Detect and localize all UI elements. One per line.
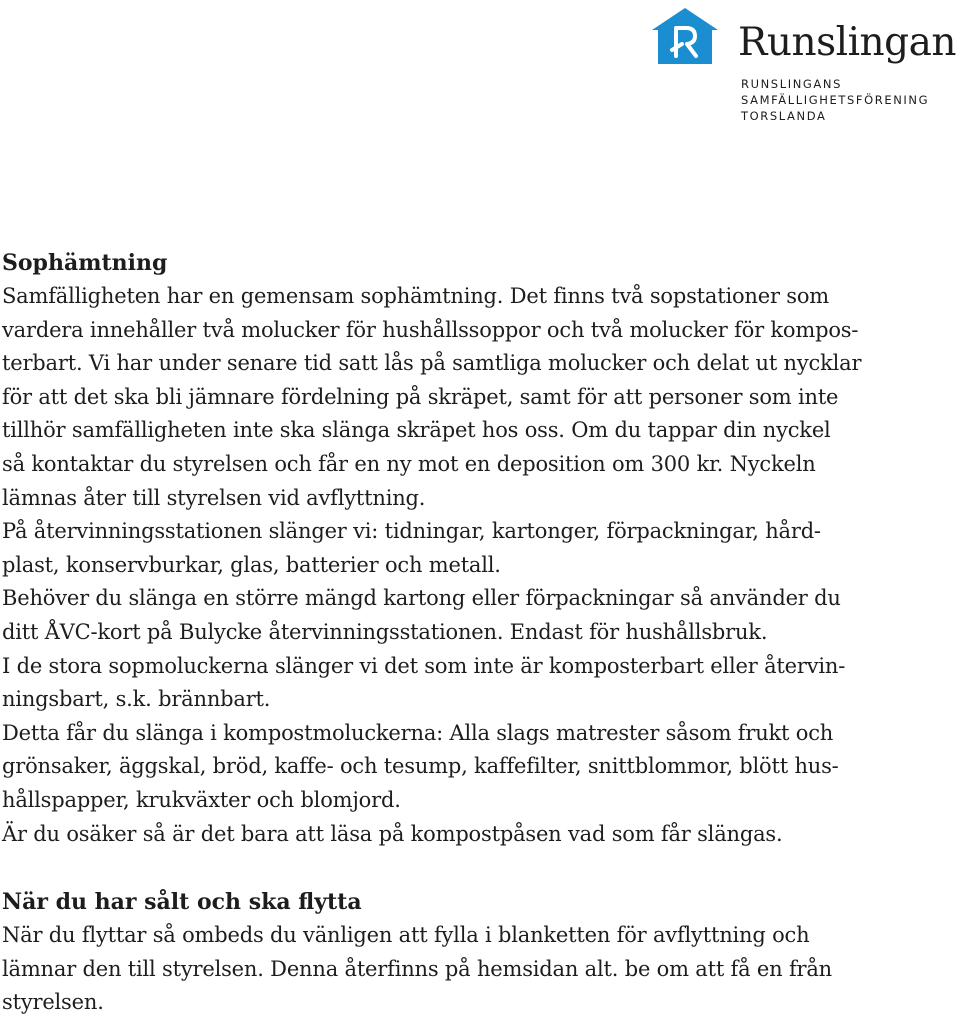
text-line: plast, konservburkar, glas, batterier och metall. <box>2 552 501 577</box>
text-line: tillhör samfälligheten inte ska slänga skräpet hos oss. Om du tappar din nyckel <box>2 418 831 443</box>
text-line: ningsbart, s.k. brännbart. <box>2 687 271 712</box>
logo-subtitle <box>741 76 929 124</box>
logo-name: Runslingan <box>738 20 957 65</box>
text-line: På återvinningsstationen slänger vi: tidningar, kartonger, förpackningar, hård- <box>2 519 821 544</box>
section-text-sophamtning <box>2 280 952 851</box>
text-line: ditt ÅVC-kort på Bulycke återvinningsstationen. Endast för hushållsbruk. <box>2 619 768 644</box>
text-line: styrelsen. <box>2 990 104 1015</box>
text-line: Behöver du slänga en större mängd kartong eller förpackningar så använder du <box>2 586 841 611</box>
section-text-flytta <box>2 919 952 1020</box>
text-line: lämnar den till styrelsen. Denna återfinns på hemsidan alt. be om att få en från <box>2 956 832 981</box>
text-line: terbart. Vi har under senare tid satt lås på samtliga molucker och delat ut nycklar <box>2 351 862 376</box>
logo <box>650 6 960 126</box>
text-line: När du flyttar så ombeds du vänligen att fylla i blanketten för avflyttning och <box>2 923 810 948</box>
section-heading-flytta: När du har sålt och ska flytta <box>2 889 362 916</box>
text-line: hållspapper, krukväxter och blomjord. <box>2 787 401 812</box>
document-body <box>2 246 952 1020</box>
logo-subtitle-line: TORSLANDA <box>741 109 827 123</box>
text-line: så kontaktar du styrelsen och får en ny mot en deposition om 300 kr. Nyckeln <box>2 451 816 476</box>
section-spacer <box>2 851 952 885</box>
text-line: lämnas åter till styrelsen vid avflyttning. <box>2 485 426 510</box>
logo-subtitle-line: RUNSLINGANS <box>741 77 842 91</box>
text-line: Är du osäker så är det bara att läsa på kompostpåsen vad som får slängas. <box>2 821 783 846</box>
text-line: grönsaker, äggskal, bröd, kaffe- och tesump, kaffefilter, snittblommor, blött hus- <box>2 754 839 779</box>
text-line: Samfälligheten har en gemensam sophämtning. Det finns två sopstationer som <box>2 284 830 308</box>
text-line: Detta får du slänga i kompostmoluckerna: Alla slags matrester såsom frukt och <box>2 720 834 745</box>
text-line: I de stora sopmoluckerna slänger vi det som inte är komposterbart eller återvin- <box>2 653 846 678</box>
section-heading-sophamtning: Sophämtning <box>2 250 168 276</box>
text-line: vardera innehåller två molucker för hushållssoppor och två molucker för kompos- <box>2 317 859 342</box>
house-r-icon <box>650 6 720 66</box>
logo-subtitle-line: SAMFÄLLIGHETSFÖRENING <box>741 93 930 107</box>
text-line: för att det ska bli jämnare fördelning på skräpet, samt för att personer som inte <box>2 384 839 409</box>
